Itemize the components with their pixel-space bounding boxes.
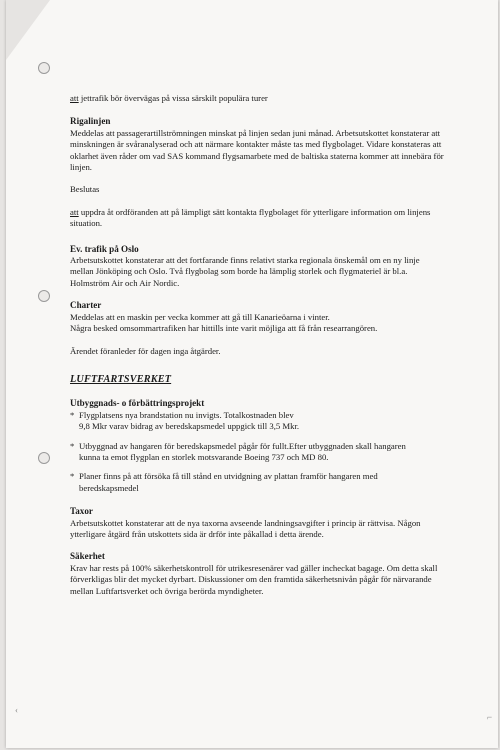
beslutas-section xyxy=(70,184,445,229)
oslo-heading: Ev. trafik på Oslo xyxy=(70,243,139,254)
riga-text: Meddelas att passagerartillströmningen minskat på linjen sedan juni månad. Arbetsutskottet konstaterar att minskningen är svåranalyserad och att närmare kontakter måste tas med flygbolaget. Vidare konstateras att oklarhet även råder om vad SAS kommand flygsamarbete med de baltiska staterna kommer att innebära för linjen. xyxy=(70,127,444,173)
bullet-line: Flygplatsens nya brandstation nu invigts. Totalkostnaden blev xyxy=(79,409,294,420)
intro-paragraph xyxy=(70,93,445,104)
riga-heading: Rigalinjen xyxy=(70,116,111,127)
binder-hole-icon xyxy=(38,290,50,302)
taxor-text: Arbetsutskottet konstaterar att de nya taxorna avseende landningsavgifter i princip är rättvisa. Någon ytterligare åtgärd från utskottets sida är drför inte påkallad i detta ärende. xyxy=(70,517,421,539)
document-body xyxy=(70,93,445,597)
bullet-line: kunna ta emot flygplan en storlek motsvarande Boeing 737 och MD 80. xyxy=(79,451,329,462)
charter-line-2: Några besked omsommartrafiken har hittills inte varit möjliga att få från researrangören. xyxy=(70,323,378,334)
beslutas-decision xyxy=(70,207,445,230)
beslutas-text: uppdra åt ordföranden att på lämpligt sätt kontakta flygbolaget för ytterligare information om linjens situation. xyxy=(70,206,431,229)
beslutas-att: att xyxy=(70,206,79,217)
oslo-text: Arbetsutskottet konstaterar att det fortfarande finns relativt starka regionala önskemål om en ny linje mellan Jönköping och Oslo. Två flygbolag som borde ha lämplig storlek och flygmateriel är bl.a. Holmström Air och Air Nordic. xyxy=(70,255,420,288)
taxor-section xyxy=(70,506,445,540)
intro-att: att xyxy=(70,93,79,103)
sakerhet-section xyxy=(70,551,445,597)
charter-heading: Charter xyxy=(70,300,102,311)
beslutas-label: Beslutas xyxy=(70,184,100,195)
binder-hole-icon xyxy=(38,62,50,74)
list-item xyxy=(70,471,445,494)
margin-mark-right: ⌐ xyxy=(487,712,493,722)
riga-section xyxy=(70,116,445,173)
bullet-line: Utbyggnad av hangaren för beredskapsmedel pågår för fullt.Efter utbyggnaden skall hangaren xyxy=(79,440,406,451)
bullet-mark: * xyxy=(70,409,75,420)
list-item xyxy=(70,441,445,464)
sakerhet-text: Krav har rests på 100% säkerhetskontroll för utrikesresenärer vad gäller incheckat bagage. Om detta skall förverkligas blir det mycket dyrbart. Diskussioner om den framtida säkerhetsnivån pågår för närvarande mellan Luftfartsverket och övriga berörda myndigheter. xyxy=(70,562,438,596)
luftfartsverket-heading: LUFTFARTSVERKET xyxy=(70,373,172,385)
closing-text: Ärendet föranleder för dagen inga åtgärder. xyxy=(70,345,221,356)
utbyggnad-heading: Utbyggnads- o förbättringsprojekt xyxy=(70,398,205,409)
bullet-line: Planer finns på att försöka få till stånd en utvidgning av plattan framför hangaren med xyxy=(79,471,378,482)
margin-mark-left: ‹ xyxy=(15,705,18,715)
document-page xyxy=(6,0,498,748)
charter-line-1: Meddelas att en maskin per vecka kommer att gå till Kanarieöarna i vinter. xyxy=(70,311,330,322)
bullet-mark: * xyxy=(70,471,75,482)
binder-hole-icon xyxy=(38,452,50,464)
intro-text: jettrafik bör övervägas på vissa särskilt populära turer xyxy=(78,93,268,103)
taxor-heading: Taxor xyxy=(70,506,93,517)
folded-corner xyxy=(6,0,50,60)
oslo-section xyxy=(70,244,445,290)
charter-section xyxy=(70,300,445,334)
sakerhet-heading: Säkerhet xyxy=(70,551,105,562)
bullet-mark: * xyxy=(70,440,75,451)
bullet-line: 9,8 Mkr varav bidrag av beredskapsmedel uppgick till 3,5 Mkr. xyxy=(79,421,300,432)
utbyggnad-section xyxy=(70,398,445,494)
bullet-line: beredskapsmedel xyxy=(79,482,139,493)
list-item xyxy=(70,410,445,433)
